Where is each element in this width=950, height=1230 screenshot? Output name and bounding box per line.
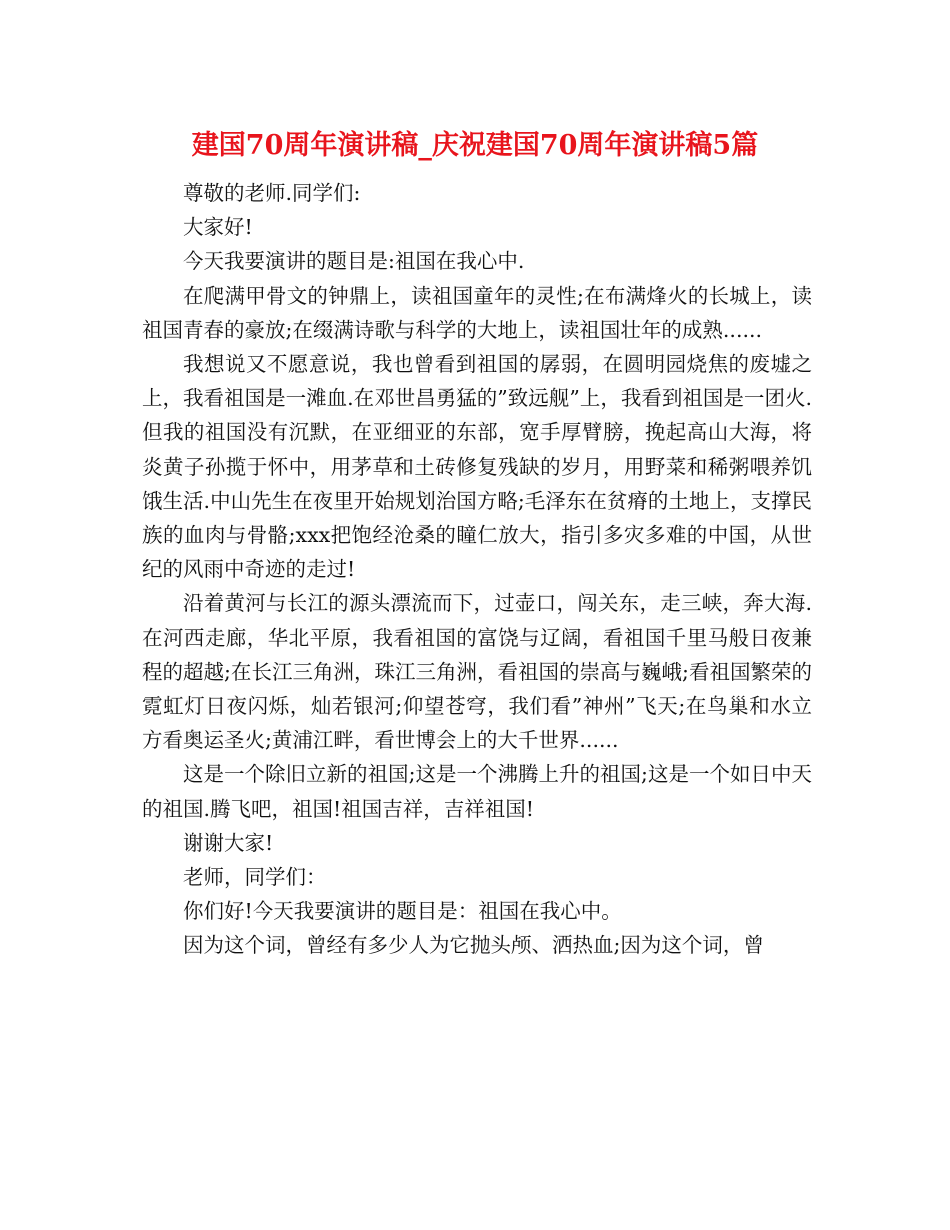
paragraph-oracle-bones: 在爬满甲骨文的钟鼎上，读祖国童年的灵性;在布满烽火的长城上，读祖国青春的豪放;在缀满诗歌与科学的大地上，读祖国壮年的成熟...... bbox=[142, 283, 812, 342]
paragraph-hello: 大家好! bbox=[183, 215, 253, 240]
paragraph-topic: 今天我要演讲的题目是:祖国在我心中. bbox=[183, 249, 525, 274]
paragraph-new-motherland: 这是一个除旧立新的祖国;这是一个沸腾上升的祖国;这是一个如日中天的祖国.腾飞吧，祖国!祖国吉祥，吉祥祖国! bbox=[142, 762, 812, 821]
document-body bbox=[142, 176, 812, 963]
document-title: 建国70周年演讲稿_庆祝建国70周年演讲稿5篇 bbox=[191, 130, 759, 161]
paragraph-sacrifice: 因为这个词，曾经有多少人为它抛头颅、洒热血;因为这个词，曾 bbox=[183, 933, 764, 958]
paragraph-topic-2: 你们好!今天我要演讲的题目是：祖国在我心中。 bbox=[183, 899, 622, 924]
paragraph-greeting-2: 老师，同学们： bbox=[183, 865, 327, 890]
paragraph-thanks: 谢谢大家! bbox=[183, 830, 274, 855]
paragraph-history: 我想说又不愿意说，我也曾看到祖国的孱弱，在圆明园烧焦的废墟之上，我看祖国是一滩血.在邓世昌勇猛的”致远舰”上，我看到祖国是一团火.但我的祖国没有沉默，在亚细亚的东部，宽手厚臂膀，挽起高山大海，将炎黄子孙揽于怀中，用茅草和土砖修复残缺的岁月，用野菜和稀粥喂养饥饿生活.中山先生在夜里开始规划治国方略;毛泽东在贫瘠的土地上，支撑民族的血肉与骨骼;xxx把饱经沧桑的瞳仁放大，指引多灾多难的中国，从世纪的风雨中奇迹的走过! bbox=[142, 352, 812, 582]
paragraph-greeting: 尊敬的老师.同学们: bbox=[183, 181, 361, 205]
paragraph-rivers: 沿着黄河与长江的源头漂流而下，过壶口，闯关东，走三峡，奔大海.在河西走廊，华北平原，我看祖国的富饶与辽阔，看祖国千里马般日夜兼程的超越;在长江三角洲，珠江三角洲，看祖国的崇高与巍峨;看祖国繁荣的霓虹灯日夜闪烁，灿若银河;仰望苍穹，我们看”神州”飞天;在鸟巢和水立方看奥运圣火;黄浦江畔，看世博会上的大千世界...... bbox=[142, 591, 812, 753]
